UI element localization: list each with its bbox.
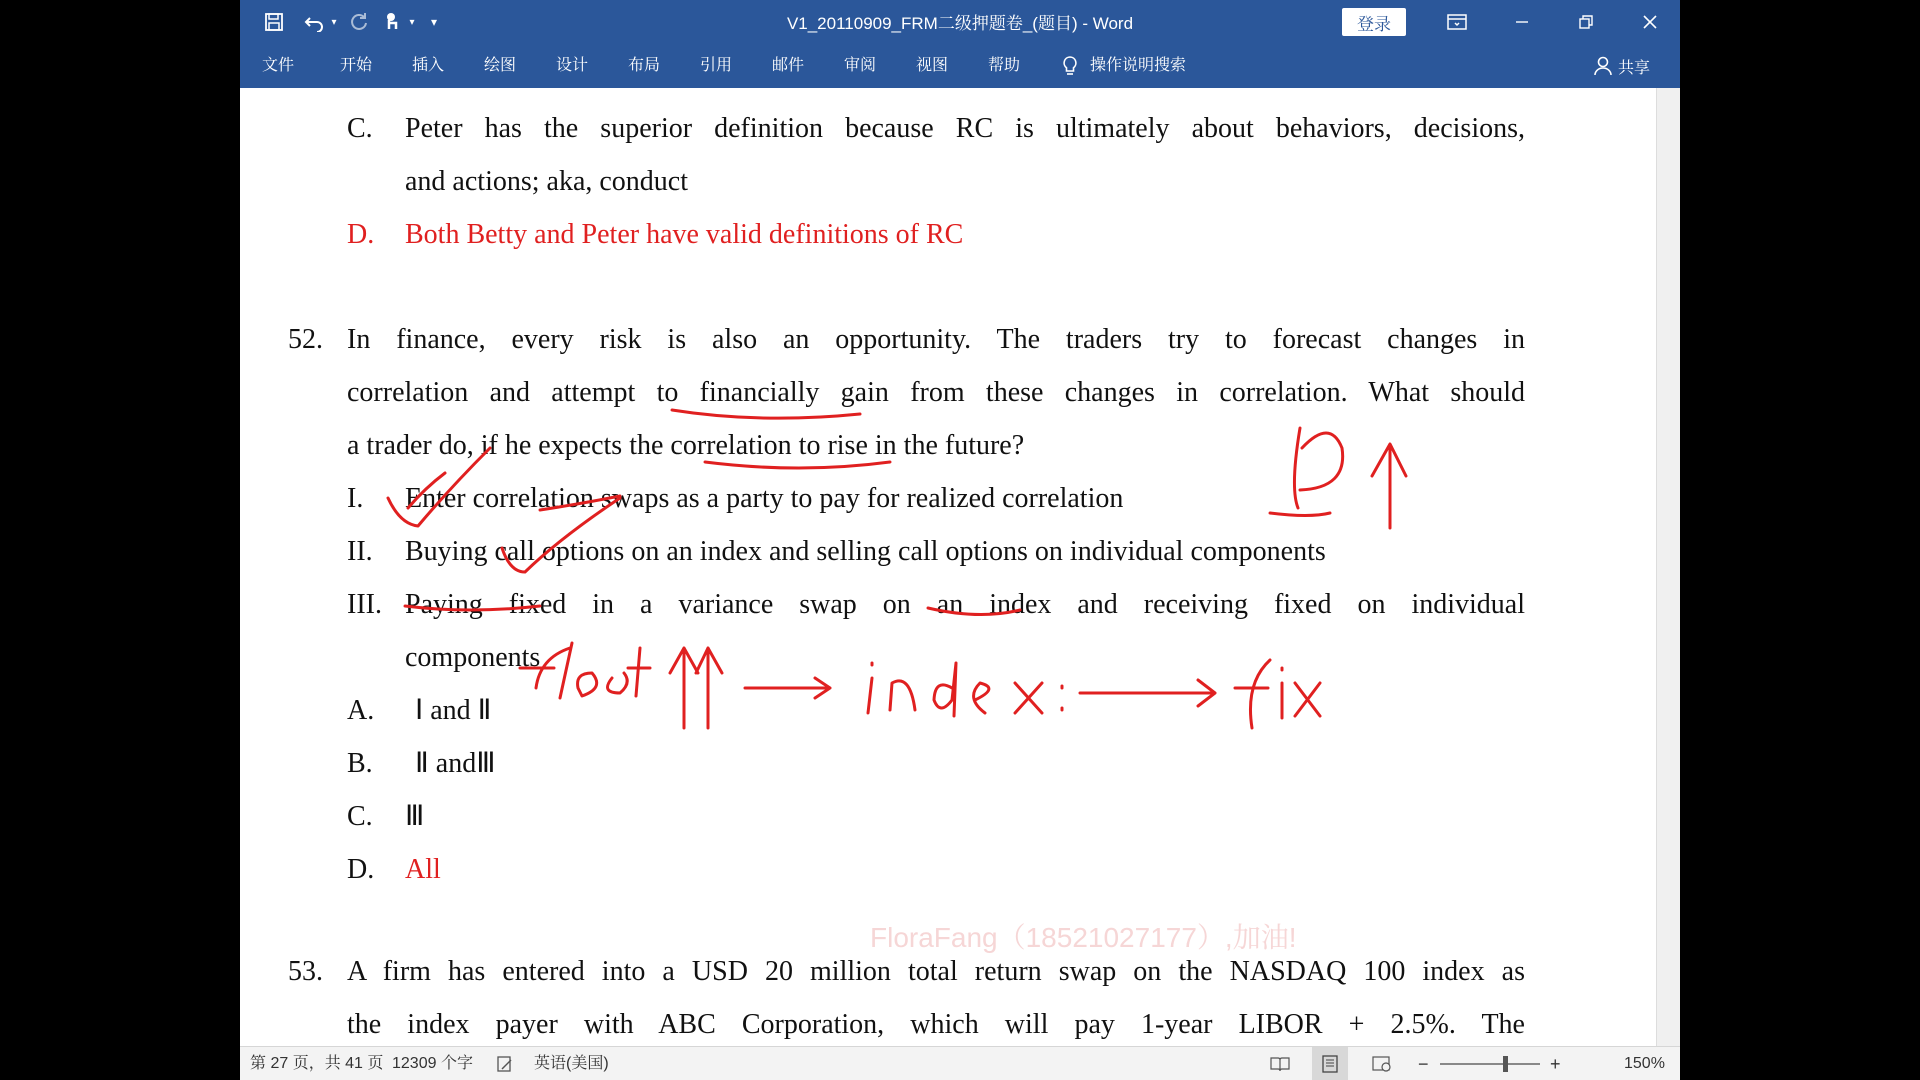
ink-up-arrow [1372,444,1406,528]
q52-line1: In finance, every risk is also an opportunity. The traders try to forecast changes in [347,324,1525,355]
watermark: FloraFang（18521027177）,加油! [870,922,1297,953]
share-button[interactable] [1594,44,1650,88]
touch-dropdown-icon[interactable]: ▾ [409,16,415,28]
share-label: 共享 [1617,59,1650,77]
document-title: V1_20110909_FRM二级押题卷_(题目) - Word [786,14,1134,33]
tab-references[interactable]: 引用 [700,57,733,74]
document-name: V1_20110909_FRM二级押题卷_(题目) [786,14,1078,33]
tab-view[interactable]: 视图 [916,57,949,74]
ink-arrow-2 [1080,680,1215,706]
tab-home[interactable]: 开始 [340,57,373,74]
restore-icon[interactable] [1568,8,1604,36]
q51-option-c-line2: and actions; aka, conduct [405,166,689,197]
tab-file[interactable]: 文件 [262,57,295,74]
q52-line3: a trader do, if he expects the correlation to rise in the future? [347,430,1025,461]
tab-design[interactable]: 设计 [556,57,589,74]
tab-help[interactable]: 帮助 [988,57,1021,74]
q53-line1: A firm has entered into a USD 20 million total return swap on the NASDAQ 100 index as [347,956,1525,987]
tab-mailings[interactable]: 邮件 [772,57,805,74]
q52-option-c-label: C. [347,801,373,832]
q52-item-3-line2: components [405,642,541,673]
word-count[interactable]: 12309 个字 [392,1055,473,1072]
q52-option-d-text: All [405,854,441,885]
q51-option-d-label: D. [347,219,375,250]
q51-option-c-label: C. [347,113,373,144]
q52-item-1-label: I. [347,483,364,514]
tab-review[interactable]: 审阅 [844,57,877,74]
q52-option-d-label: D. [347,854,375,885]
undo-icon[interactable] [302,8,328,36]
touch-mode-icon[interactable] [380,8,404,36]
q53-number: 53. [288,956,323,987]
redo-icon[interactable] [346,8,372,36]
tab-layout[interactable]: 布局 [628,57,661,74]
q52-option-c-text: Ⅲ [405,801,425,832]
q53-line2: the index payer with ABC Corporation, which will pay 1-year LIBOR + 2.5%. The [347,1009,1525,1040]
ink-arrow-1 [745,678,830,698]
vertical-scrollbar[interactable] [1656,88,1680,1046]
q52-number: 52. [288,324,323,355]
q52-option-b-text: Ⅱ andⅢ [415,748,496,779]
zoom-level[interactable]: 150% [1624,1055,1665,1072]
q52-option-a-label: A. [347,695,375,726]
document-page[interactable] [240,88,1656,1046]
q51-option-c-line1: Peter has the superior definition because RC is ultimately about behaviors, decisions, [405,113,1525,144]
word-window [240,0,1680,1080]
zoom-out-icon[interactable]: − [1418,1054,1429,1074]
close-icon[interactable] [1632,8,1668,36]
zoom-in-icon[interactable]: + [1550,1054,1561,1074]
login-button[interactable]: 登录 [1342,8,1406,36]
q52-item-2-text: Buying call options on an index and selling call options on individual components [405,536,1326,567]
ink-double-up-arrow [670,648,722,728]
status-bar [240,1046,1680,1080]
q52-item-1-text: Enter correlation swaps as a party to pay for realized correlation [405,483,1124,514]
ribbon-tabs [240,44,1680,88]
tab-insert[interactable]: 插入 [412,57,445,74]
ink-word-index [868,663,1062,716]
undo-dropdown-icon[interactable]: ▾ [331,16,337,28]
q51-option-d-text: Both Betty and Peter have valid definitions of RC [405,219,964,250]
language-indicator[interactable]: 英语(美国) [534,1055,609,1072]
person-icon [1594,56,1612,76]
proofing-icon[interactable] [496,1047,514,1080]
save-icon[interactable] [260,8,288,36]
zoom-slider[interactable] [1440,1047,1540,1080]
ink-word-fix [1235,660,1320,728]
q52-item-3-label: III. [347,589,382,620]
ink-rho-symbol [1270,428,1343,516]
q52-item-3-line1: Paying fixed in a variance swap on an index and receiving fixed on individual [405,589,1525,620]
q52-item-2-label: II. [347,536,373,567]
customize-qat-icon[interactable]: ▾ [430,15,438,29]
tell-me-label: 操作说明搜索 [1090,57,1187,74]
tab-draw[interactable]: 绘图 [484,57,517,74]
title-bar [240,0,1680,44]
zoom-slider-thumb[interactable] [1503,1056,1508,1072]
app-name: Word [1092,14,1134,33]
minimize-icon[interactable] [1504,8,1540,36]
read-mode-icon[interactable] [1270,1047,1290,1080]
q52-option-a-text: Ⅰ and Ⅱ [415,695,492,726]
ribbon-display-options-icon[interactable] [1440,8,1474,36]
print-layout-icon[interactable] [1312,1047,1348,1080]
page-count[interactable]: 第 27 页，共 41 页 [250,1055,384,1072]
q52-line2: correlation and attempt to financially gain from these changes in correlation. What should [347,377,1525,408]
q52-option-b-label: B. [347,748,373,779]
web-layout-icon[interactable] [1372,1047,1392,1080]
ink-underline-financially-gain [672,410,860,418]
tell-me-search[interactable] [1062,44,1186,88]
lightbulb-icon [1062,55,1078,77]
